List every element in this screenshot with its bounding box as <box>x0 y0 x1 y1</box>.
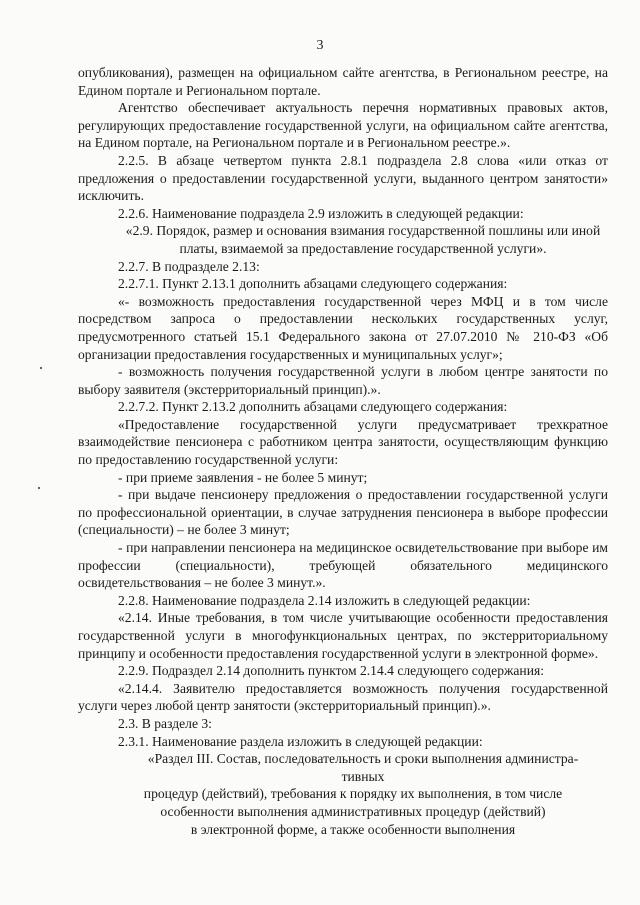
section-heading-line: «Раздел III. Состав, последовательность и сроки выполнения администра- <box>147 751 579 767</box>
paragraph: «- возможность предоставления государственной через МФЦ и в том числе посредством запроса о предоставлении нескольких государственных услуг, предусмотренного статьей 15.1 Федерального закона от 27.07.2010 № 210-ФЗ «Об организации предоставления государственных и муниципальных услуг»; <box>78 293 608 362</box>
paragraph: - при приеме заявления - не более 5 минут; <box>118 469 368 485</box>
paragraph: - при выдаче пенсионеру предложения о предоставлении государственной услуги по профессиональной ориентации, в случае затруднения пенсионера в выборе профессии (специальности) – не более 3 минут; <box>78 487 608 538</box>
page-number: 3 <box>316 38 324 53</box>
scan-speck <box>40 367 42 369</box>
paragraph: «2.14. Иные требования, в том числе учитывающие особенности предоставления государственной услуги в многофункциональных центрах, по экстерриториальному принципу и особенности предоставления государственной услуги в электронной форме». <box>78 610 608 661</box>
paragraph: 2.2.5. В абзаце четвертом пункта 2.8.1 подраздела 2.8 слова «или отказ от предложения о предоставлении государственной услуги, выданного центром занятости» исключить. <box>78 152 608 204</box>
paragraph: «Предоставление государственной услуги предусматривает трехкратное взаимодействие пенсионера с работником центра занятости, осуществляющим функцию по предоставлению государственной услуги: <box>78 416 608 468</box>
paragraph: 2.2.6. Наименование подраздела 2.9 изложить в следующей редакции: <box>118 205 524 221</box>
section-heading-line: процедур (действий), требования к порядку их выполнения, в том числе <box>143 786 563 802</box>
paragraph: «2.14.4. Заявителю предоставляется возможность получения государственной услуги через любой центр занятости (экстерриториальный принцип).». <box>78 680 608 714</box>
paragraph: 2.2.7. В подразделе 2.13: <box>118 258 260 274</box>
paragraph: - при направлении пенсионера на медицинское освидетельствование при выборе им профессии (специальности), требующей обязательного медицинского освидетельствования – не более 3 минут.». <box>78 540 608 591</box>
paragraph: 2.3. В разделе 3: <box>118 715 212 731</box>
section-heading-line: особенности выполнения административных процедур (действий) <box>160 803 546 819</box>
scan-speck <box>38 487 40 489</box>
paragraph: 2.2.7.1. Пункт 2.13.1 дополнить абзацами следующего содержания: <box>118 276 508 292</box>
quoted-heading: «2.9. Порядок, размер и основания взимания государственной пошлины или иной платы, взимаемой за предоставление государственной услуги». <box>125 223 601 256</box>
section-heading-line: тивных <box>341 768 385 784</box>
paragraph: 2.2.9. Подраздел 2.14 дополнить пунктом 2.14.4 следующего содержания: <box>118 663 544 679</box>
document-body <box>78 64 608 838</box>
paragraph: 2.3.1. Наименование раздела изложить в следующей редакции: <box>118 733 483 749</box>
paragraph: Агентство обеспечивает актуальность перечня нормативных правовых актов, регулирующих предоставление государственной услуги, на официальном сайте агентства, на Едином портале, на Региональном портале и в Региональном реестре.». <box>78 100 608 151</box>
paragraph: 2.2.8. Наименование подраздела 2.14 изложить в следующей редакции: <box>118 592 531 608</box>
paragraph: - возможность получения государственной услуги в любом центре занятости по выбору заявителя (экстерриториальный принцип).». <box>78 364 608 397</box>
paragraph: 2.2.7.2. Пункт 2.13.2 дополнить абзацами следующего содержания: <box>118 399 508 415</box>
section-heading-line: в электронной форме, а также особенности выполнения <box>190 821 516 837</box>
paragraph: опубликования), размещен на официальном сайте агентства, в Региональном реестре, на Едином портале и Региональном портале. <box>78 65 608 98</box>
